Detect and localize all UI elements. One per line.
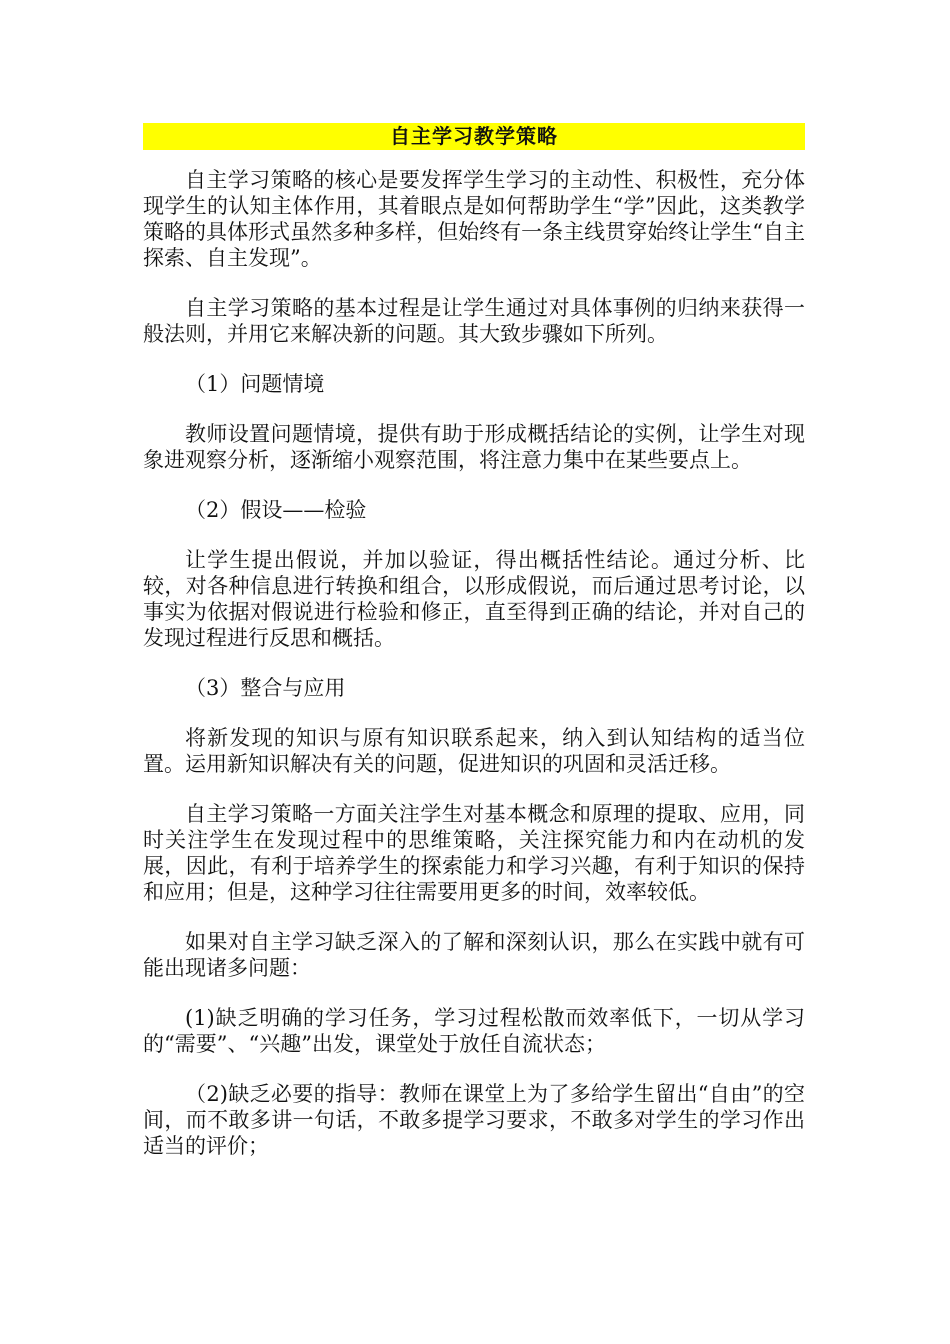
title-highlight-bar xyxy=(143,123,805,150)
step-heading-3: （3）整合与应用 xyxy=(185,676,346,700)
document-body xyxy=(143,167,805,1183)
paragraph-problem-1: (1)缺乏明确的学习任务，学习过程松散而效率低下，一切从学习的“需要”、“兴趣”出发，课堂处于放任自流状态； xyxy=(143,1006,805,1056)
paragraph-evaluation: 自主学习策略一方面关注学生对基本概念和原理的提取、应用，同时关注学生在发现过程中的思维策略，关注探究能力和内在动机的发展，因此，有利于培养学生的探索能力和学习兴趣，有利于知识的保持和应用；但是，这种学习往往需要用更多的时间，效率较低。 xyxy=(143,802,805,904)
paragraph-problems-intro: 如果对自主学习缺乏深入的了解和深刻认识，那么在实践中就有可能出现诸多问题： xyxy=(143,930,805,980)
paragraph-step-3: 将新发现的知识与原有知识联系起来，纳入到认知结构的适当位置。运用新知识解决有关的问题，促进知识的巩固和灵活迁移。 xyxy=(143,726,805,776)
paragraph-process: 自主学习策略的基本过程是让学生通过对具体事例的归纳来获得一般法则，并用它来解决新的问题。其大致步骤如下所列。 xyxy=(143,296,805,346)
paragraph-problem-2: （2)缺乏必要的指导：教师在课堂上为了多给学生留出“自由”的空间，而不敢多讲一句话，不敢多提学习要求，不敢多对学生的学习作出适当的评价； xyxy=(143,1082,805,1158)
paragraph-intro: 自主学习策略的核心是要发挥学生学习的主动性、积极性，充分体现学生的认知主体作用，其着眼点是如何帮助学生“学”因此，这类教学策略的具体形式虽然多种多样，但始终有一条主线贯穿始终让学生“自主探索、自主发现”。 xyxy=(143,168,805,270)
step-heading-1: （1）问题情境 xyxy=(185,372,325,396)
paragraph-step-2: 让学生提出假说，并加以验证，得出概括性结论。通过分析、比较，对各种信息进行转换和组合，以形成假说，而后通过思考讨论，以事实为依据对假说进行检验和修正，直至得到正确的结论，并对自己的发现过程进行反思和概括。 xyxy=(143,548,805,650)
paragraph-step-1: 教师设置问题情境，提供有助于形成概括结论的实例，让学生对现象进观察分析，逐渐缩小观察范围，将注意力集中在某些要点上。 xyxy=(143,422,805,472)
step-heading-2: （2）假设——检验 xyxy=(185,498,367,522)
document-title: 自主学习教学策略 xyxy=(390,124,558,148)
